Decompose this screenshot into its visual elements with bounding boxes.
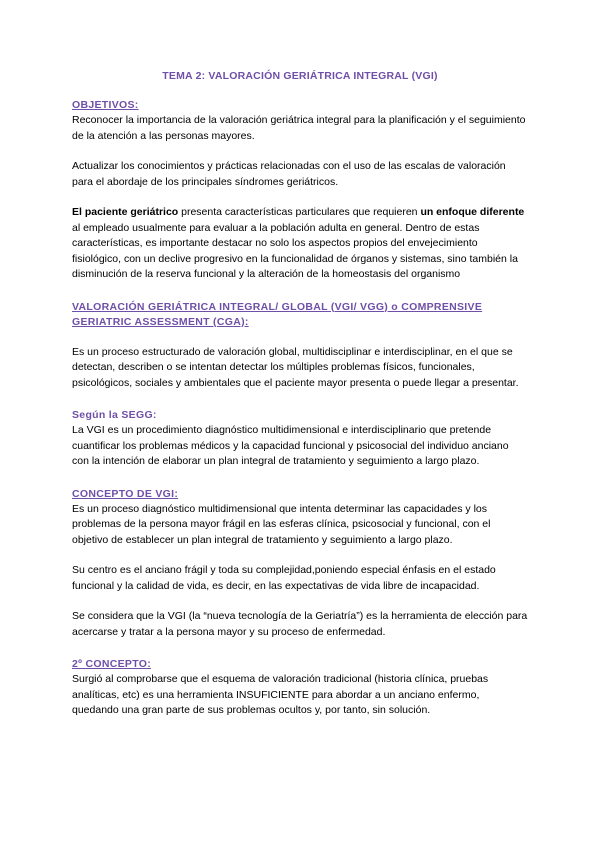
concepto2-heading: 2º CONCEPTO: <box>72 658 152 670</box>
objetivos-paragraph-2: Actualizar los conocimientos y prácticas relacionadas con el uso de las escalas de valoración para el abordaje de los principales síndromes geriátricos. <box>72 160 506 188</box>
concepto-heading: CONCEPTO DE VGI: <box>72 487 179 500</box>
vgi-heading: VALORACIÓN GERIÁTRICA INTEGRAL/ GLOBAL (VGI/ VGG) o COMPRENSIVE GERIATRIC ASSESSMENT (CGA): <box>72 300 483 328</box>
objetivos-heading: OBJETIVOS: <box>72 99 139 111</box>
document-page <box>72 70 528 719</box>
concepto-paragraph-3: Se considera que la VGI (la “nueva tecnología de la Geriatría”) es la herramienta de elección para acercarse y tratar a la persona mayor y su proceso de enfermedad. <box>72 610 528 638</box>
document-title: TEMA 2: VALORACIÓN GERIÁTRICA INTEGRAL (VGI) <box>162 70 438 82</box>
concepto-paragraph-1: Es un proceso diagnóstico multidimensional que intenta determinar las capacidades y los problemas de la persona mayor frágil en las esferas clínica, psicosocial y funcional, con el objetivo de establecer un plan integral de tratamiento y seguimiento a largo plazo. <box>72 502 491 546</box>
bold-phrase-enfoque: un enfoque diferente <box>420 206 525 218</box>
bold-phrase-paciente: El paciente geriátrico <box>72 206 179 218</box>
text-run: presenta características particulares que requieren <box>178 206 421 218</box>
concepto-paragraph-2: Su centro es el anciano frágil y toda su complejidad,poniendo especial énfasis en el estado funcional y la calidad de vida, es decir, en las expectativas de vida libre de incapacidad. <box>72 564 496 592</box>
objetivos-paragraph-3 <box>72 205 528 283</box>
objetivos-paragraph-1: Reconocer la importancia de la valoración geriátrica integral para la planificación y el seguimiento de la atención a las personas mayores. <box>72 114 526 142</box>
text-run: al empleado usualmente para evaluar a la población adulta en general. Dentro de estas características, es importante destacar no solo los aspectos propios del envejecimiento fisiológico, con un declive progresivo en la funcionalidad de órganos y sistemas, sino también la disminución de la reserva funcional y la alteración de la homeostasis del organismo <box>72 221 518 280</box>
segg-paragraph: La VGI es un procedimiento diagnóstico multidimensional e interdisciplinario que pretende cuantificar los problemas médicos y la capacidad funcional y psicosocial del individuo anciano con la intención de elaborar un plan integral de tratamiento y seguimiento a largo plazo. <box>72 424 509 467</box>
segg-heading: Según la SEGG: <box>72 409 157 421</box>
concepto2-paragraph: Surgió al comprobarse que el esquema de valoración tradicional (historia clínica, pruebas analíticas, etc) es una herramienta INSUFICIENTE para abordar a un anciano enfermo, quedando una gran parte de sus problemas ocultos y, por tanto, sin solución. <box>72 673 489 716</box>
vgi-paragraph: Es un proceso estructurado de valoración global, multidisciplinar e interdisciplinar, en el que se detectan, describen o se intentan detectar los múltiples problemas físicos, funcionales, psicológicos, sociales y ambientales que el paciente mayor presenta o puede llegar a presentar. <box>72 345 519 389</box>
